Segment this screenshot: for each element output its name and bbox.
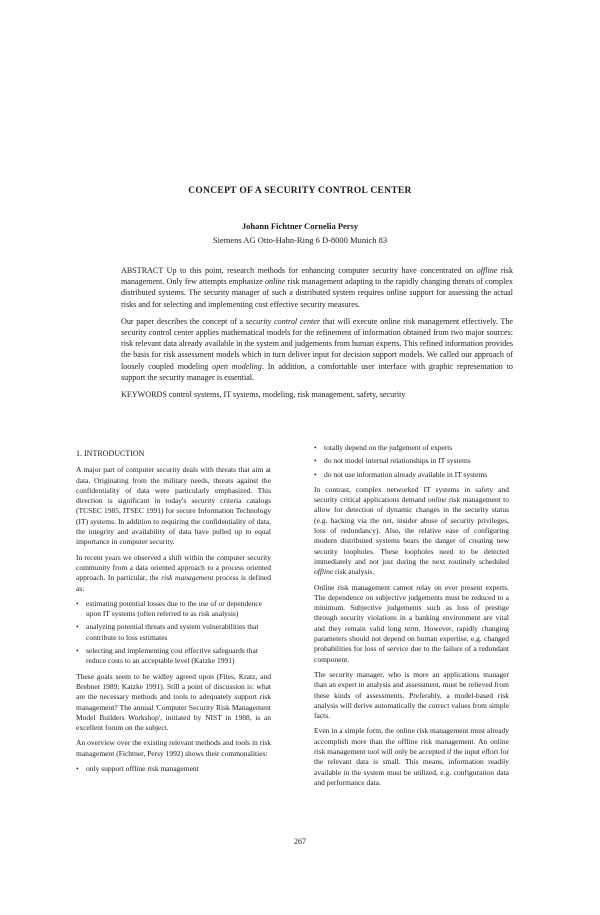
list-item-text: do not model internal relationships in IT systems: [324, 456, 471, 466]
bullet-icon: •: [314, 469, 317, 479]
list-item-text: estimating potential losses due to the use of or dependence upon IT systems (often referred to as risk analysis): [86, 598, 262, 619]
bullet-icon: •: [76, 622, 79, 632]
abstract-paragraph-1: [121, 265, 513, 310]
body-text: risk management to allow for detection of dynamic changes in the security status (e.g. hacking via the net, insider abuse of security privileges, loss of redundancy). Also, the relative ease of configuring modern distributed systems bears the danger of creating new security loopholes. These loopholes need to be detected immediately and not just during the next routinely scheduled: [314, 495, 509, 566]
list-item-text: totally depend on the judgement of experts: [324, 443, 453, 452]
body-paragraph-1: [314, 485, 509, 578]
keywords-text: control systems, IT systems, modeling, risk management, safety, security: [166, 390, 406, 400]
abstract-text: Up to this point, research methods for enhancing computer security have concentrated on: [163, 266, 477, 275]
body-paragraph-4: Even in a simple form, the online risk management must already accomplish more than the offline risk management. An online risk management tool will only be accepted if the input effort for the relevant data is small. This means, information readily available in the system must be utilized, e.g. configuration data and performance data.: [314, 726, 509, 787]
emphasis-offline: offline: [476, 266, 498, 275]
commonalities-list-continued: [314, 443, 509, 480]
intro-paragraph-1: A major part of computer security deals with threats that aim at data. Originating from the military needs, threats against the confidentiality of data were particularly emphasized. This direction is significant in today's security criteria catalogs (TCSEC 1985, ITSEC 1991) for secure Information Technology (IT) systems. In addition to requiring the confidentiality of data, the integrity and availability of data have pulled up to equal importance in computer security.: [76, 465, 271, 547]
abstract-text: Our paper describes the concept of a: [121, 316, 246, 326]
intro-text: process is defined as:: [76, 573, 272, 593]
list-item: [314, 443, 509, 453]
list-item-text: selecting and implementing cost effective safeguards that reduce costs to an acceptable level (Katzke 1991): [86, 646, 258, 666]
bullet-icon: •: [76, 646, 79, 656]
abstract-block: [121, 265, 513, 406]
list-item: [314, 470, 509, 480]
paper-authors: Johann Fichtner Cornelia Persy: [241, 221, 359, 231]
bullet-icon: •: [314, 443, 317, 452]
list-item: [76, 764, 271, 774]
right-column: [314, 443, 509, 793]
emphasis-offline: offline: [314, 567, 334, 577]
page-number: 267: [294, 837, 306, 846]
emphasis-online: online: [427, 495, 447, 505]
list-item-text: do not use information already available in IT systems: [324, 469, 488, 479]
emphasis-risk-management: risk management: [161, 573, 214, 583]
intro-paragraph-2: [76, 553, 271, 594]
body-paragraph-2: Online risk management cannot relay on ever present experts. The dependence on subjective judgements must be reduced to a minimum. Subjective judgements such as loss of prestige through security violations in a banking environment are vital and they remain valid long term. However, rapidly changing parameters should not depend on human expertise, e.g. changed probabilities for loss of service due to the failure of a redundant component.: [314, 582, 509, 664]
body-text: In contrast, complex networked IT systems in safety and security critical applications demand: [314, 484, 509, 505]
list-item: [76, 646, 271, 667]
abstract-text: risk management. Only few attempts emphasize: [121, 266, 513, 287]
emphasis-online: online: [265, 277, 286, 287]
risk-management-list: [76, 599, 271, 667]
abstract-text: . In addition, a comfortable user interface with graphic representation to support the security manager is essential.: [121, 361, 513, 382]
section-heading-introduction: 1. INTRODUCTION: [76, 449, 145, 458]
emphasis-security-control-center: security control center: [245, 316, 321, 326]
abstract-paragraph-2: [121, 316, 513, 383]
list-item: [314, 456, 509, 466]
body-paragraph-3: The security manager, who is more an applications manager than an expert in analysis and assessment, must be relieved from these kinds of assessments. Preferably, a model-based risk analysis will derive automatically the correct values from simple facts.: [314, 669, 509, 721]
abstract-label: ABSTRACT: [121, 266, 164, 275]
abstract-text: risk management adapting to the rapidly changing threats of complex distributed systems. The security manager of such a distributed system requires online support for assessing the actual risks and for selecting and implementing cost effective security measures.: [121, 277, 513, 309]
bullet-icon: •: [314, 456, 317, 466]
list-item: [76, 599, 271, 620]
list-item-text: only support offline risk management: [86, 764, 199, 774]
bullet-icon: •: [76, 598, 79, 608]
paper-title: CONCEPT OF A SECURITY CONTROL CENTER: [188, 186, 412, 196]
abstract-text: that will execute online risk management effectively. The security control center applies mathematical models for the refinement of information obtained from two major sources: risk relevant data already available in the system and judgements from human experts. This refined information provides the basis for risk assessment models which in turn deliver input for decision support models. We called our approach of loosely coupled modeling: [121, 316, 513, 371]
body-text: risk analysis.: [333, 567, 375, 577]
intro-paragraph-3: These goals seem to be widley agreed upon (Fites, Kratz, and Brebner 1989; Katzke 1991). Still a point of discussion is: what are the necessary methods and tools to adequately support risk management? The annual 'Computer Security Risk Management Model Builders Workshop', initiated by NIST in 1988, is an excellent forum on the subject.: [76, 671, 271, 733]
commonalities-list: [76, 764, 271, 774]
list-item: [76, 622, 271, 643]
intro-text: In recent years we observed a shift within the computer security community from a data oriented approach to a process oriented approach. In particular, the: [76, 552, 271, 583]
emphasis-open-modeling: open modeling: [212, 361, 262, 371]
left-column: [76, 449, 271, 779]
list-item-text: analyzing potential threats and system vulnerabilities that contribute to loss estimates: [86, 622, 259, 642]
paper-affiliation: Siemens AG Otto-Hahn-Ring 6 D-8000 Munich 83: [212, 235, 388, 245]
bullet-icon: •: [76, 764, 79, 774]
keywords-line: [121, 389, 513, 400]
intro-paragraph-4: An overview over the existing relevant methods and tools in risk management (Fichtner, Persy 1992) shows their commonalities:: [76, 738, 271, 758]
keywords-label: KEYWORDS: [121, 390, 167, 400]
